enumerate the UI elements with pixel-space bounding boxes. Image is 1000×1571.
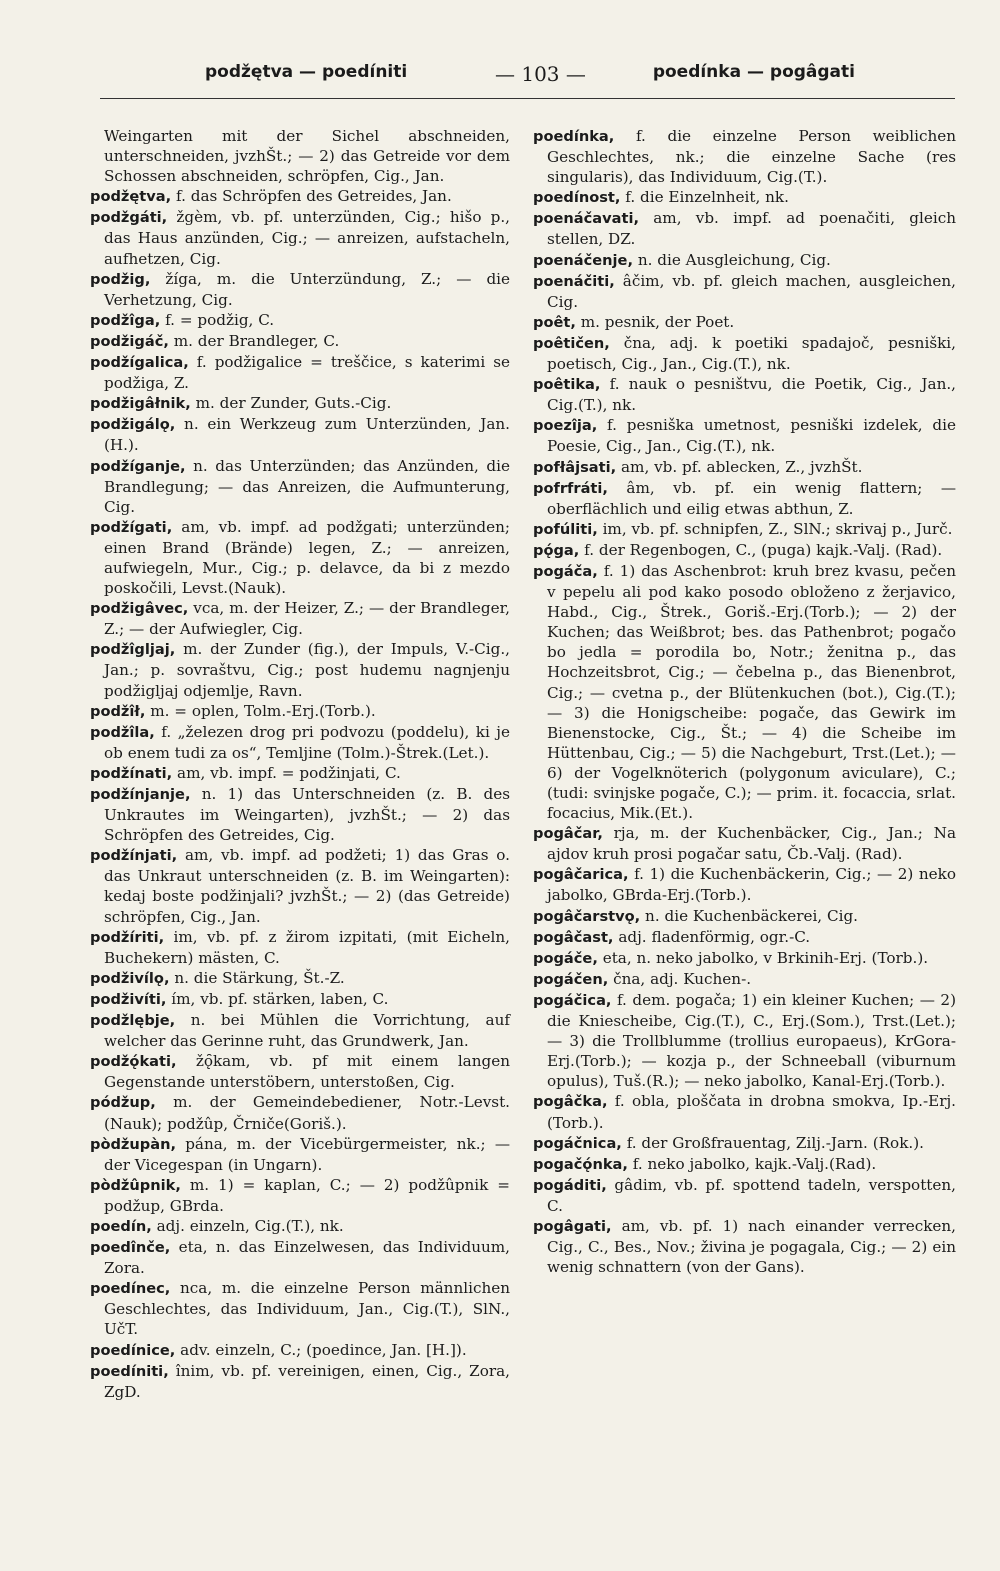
dictionary-entry (533, 374, 956, 415)
dictionary-entry (533, 1133, 956, 1154)
right-column (533, 126, 956, 1277)
entry-definition: žgèm, vb. pf. unterzünden, Cig.; hišo p., das Haus anzünden, Cig.; — anreizen, aufstacheln, aufhetzen, Cig. (104, 208, 511, 268)
header-rule (100, 98, 955, 99)
entry-headword: pogáčica, (533, 991, 612, 1009)
entry-definition: înim, vb. pf. vereinigen, einen, Cig., Zora, ZgD. (104, 1361, 511, 1401)
entry-definition: f. 1) das Aschenbrot: kruh brez kvasu, pečen v pepelu ali pod kako posodo obloženo z žerjavico, Habd., Cig., Štrek., Goriš.-Erj.(Torb.); — 2) der Kuchen; das Weißbrot; bes. das Pathenbrot; pogačo bo jedla = porodila bo, Notr.; ženitna p., das Hochzeitsbrot, Cig.; — čebelna p., das Bienenbrot, Cig.; — cvetna p., der Blütenkuchen (bot.), Cig.(T.); — 3) die Honigscheibe: pogače, das Gewirk im Bienenstocke, Cig., Št.; — 4) die Scheibe im Hüttenbau, Cig.; — 5) die Nachgeburt, Trst.(Let.); — 6) der Vogelknöterich (polygonum aviculare), C.; (tudi: svinjske pogače, C.); — prim. it. focaccia, srlat. focacius, Mik.(Et.). (547, 561, 956, 823)
entry-definition: m. = oplen, Tolm.-Erj.(Torb.). (150, 701, 376, 720)
dictionary-entry (90, 1216, 510, 1237)
dictionary-entry (90, 331, 510, 352)
dictionary-entry (90, 1237, 510, 1278)
entry-headword: podžínjanje, (90, 786, 191, 803)
dictionary-entry (90, 1092, 510, 1133)
entry-headword: podžîla, (90, 723, 155, 741)
entry-definition: čna, adj. Kuchen-. (613, 969, 752, 988)
entry-headword: podžíganje, (90, 457, 186, 475)
entry-headword: podžíriti, (90, 928, 165, 946)
dictionary-entry (533, 1175, 956, 1216)
entry-headword: poedín, (90, 1217, 152, 1235)
entry-definition: n. ein Werkzeug zum Unterzünden, Jan.(H.). (104, 415, 510, 455)
entry-headword: podžig, (90, 270, 151, 288)
entry-definition: n. 1) das Unterschneiden (z. B. des Unkrautes im Weingarten), jvzhŠt.; — 2) das Schröpfen des Getreides, Cig. (104, 785, 510, 845)
dictionary-entry (533, 969, 956, 990)
entry-definition: n. das Unterzünden; das Anzünden, die Brandlegung; — das Anreizen, die Aufmunterung, Cig. (104, 456, 511, 516)
dictionary-entry (90, 186, 510, 207)
entry-headword: pogačǫ́nka, (533, 1155, 628, 1173)
dictionary-entry (90, 1010, 510, 1051)
entry-definition: m. der Brandleger, C. (173, 331, 340, 350)
entry-definition: f. pesniška umetnost, pesniški izdelek, die Poesie, Cig., Jan., Cig.(T.), nk. (547, 416, 956, 456)
entry-definition: m. pesnik, der Poet. (580, 312, 735, 331)
dictionary-entry (533, 208, 956, 249)
dictionary-entry (533, 990, 956, 1091)
entry-headword: pòdžûpnik, (90, 1176, 181, 1194)
dictionary-entry (533, 1091, 956, 1132)
dictionary-entry (90, 517, 510, 598)
entry-headword: podžîgljaj, (90, 641, 176, 659)
entry-definition: am, vb. pf. 1) nach einander verrecken, Cig., C., Bes., Nov.; živina je pogagala, Cig.; — 2) ein wenig schnattern (von der Gans). (547, 1216, 956, 1277)
entry-headword: pogáče, (533, 949, 598, 967)
entry-headword: pogáča, (533, 562, 598, 580)
entry-definition: f. die einzelne Person weiblichen Geschlechtes, nk.; die einzelne Sache (res singularis), das Individuum, Cig.(T.). (547, 127, 956, 187)
dictionary-entry (533, 519, 956, 540)
entry-headword: pogáčen, (533, 970, 609, 988)
dictionary-entry (533, 561, 956, 823)
entry-definition: f. der Großfrauentag, Zilj.-Jarn. (Rok.). (626, 1133, 924, 1152)
entry-headword: poêt, (533, 313, 576, 331)
entry-definition: adv. einzeln, C.; (poedince, Jan. [H.]). (180, 1340, 467, 1359)
dictionary-entry (90, 968, 510, 989)
header-right-guide-words: poedínka — pogâgati (652, 62, 855, 82)
entry-headword: podžígalica, (90, 354, 189, 372)
dictionary-entry (90, 598, 510, 639)
entry-headword: pofłâjsati, (533, 458, 617, 476)
entry-definition: am, vb. impf. = podžinjati, C. (177, 763, 401, 782)
entry-headword: podžlębje, (90, 1012, 176, 1030)
entry-headword: poêtičen, (533, 334, 610, 352)
entry-headword: poedínka, (533, 128, 615, 145)
entry-definition: f. podžigalice = treščice, s katerimi se podžiga, Z. (104, 353, 511, 393)
entry-definition: nca, m. die einzelne Person männlichen Geschlechtes, das Individuum, Jan., Cig.(T.), SlN., UčT. (104, 1279, 511, 1339)
entry-headword: podžínati, (90, 764, 173, 782)
entry-definition: žǫ̑kam, vb. pf mit einem langen Gegenstande unterstöbern, unterstoßen, Cig. (104, 1052, 511, 1092)
dictionary-entry (533, 906, 956, 927)
entry-headword: podžínjati, (90, 847, 178, 865)
entry-definition: čna, adj. k poetiki spadajoč, pesniški, poetisch, Cig., Jan., Cig.(T.), nk. (547, 333, 956, 374)
dictionary-entry (90, 845, 510, 926)
dictionary-entry (90, 1051, 510, 1092)
dictionary-entry (533, 312, 956, 333)
entry-definition: im, vb. pf. z žirom izpitati, (mit Eicheln, Buchekern) mästen, C. (104, 927, 510, 967)
entry-definition: n. die Stärkung, Št.-Z. (174, 968, 345, 987)
dictionary-entry (533, 823, 956, 864)
entry-definition: âm, vb. pf. ein wenig flattern; — oberflächlich und eilig etwas abthun, Z. (547, 478, 957, 518)
dictionary-entry (90, 639, 510, 700)
entry-headword: poedínice, (90, 1341, 176, 1359)
dictionary-entry (90, 414, 510, 455)
entry-definition: pána, m. der Vicebürgermeister, nk.; — der Vicegespan (in Ungarn). (104, 1134, 511, 1174)
entry-headword: podžigâłnik, (90, 395, 191, 413)
entry-headword: podživílǫ, (90, 969, 170, 987)
entry-definition: m. der Gemeindebediener, Notr.-Levst. (Nauk); podžûp, Črniče(Goriš.). (104, 1093, 511, 1133)
entry-headword: poenáčavati, (533, 210, 639, 228)
dictionary-entry (90, 722, 510, 763)
dictionary-entry (90, 784, 510, 845)
dictionary-entry (533, 187, 956, 208)
dictionary-entry (90, 352, 510, 393)
entry-definition: am, vb. impf. ad podžgati; unterzünden; einen Brand (Brände) legen, Z.; — anreizen, aufwiegeln, Mur., Cig.; p. delavce, da bi z mezdo poskočili, Levst.(Nauk). (104, 517, 511, 598)
entry-definition: žíga, m. die Unterzündung, Z.; — die Verhetzung, Cig. (104, 269, 511, 309)
entry-headword: pódžup, (90, 1094, 156, 1112)
entry-headword: poezîja, (533, 417, 598, 435)
entry-definition: f. die Einzelnheit, nk. (625, 188, 789, 207)
entry-headword: pogáditi, (533, 1176, 607, 1194)
dictionary-entry (533, 540, 956, 561)
entry-definition: ím, vb. pf. stärken, laben, C. (171, 989, 389, 1008)
entry-definition: am, vb. pf. ablecken, Z., jvzhŠt. (620, 457, 863, 476)
entry-definition: n. die Ausgleichung, Cig. (637, 250, 831, 269)
entry-definition: m. der Zunder, Guts.-Cig. (195, 394, 392, 413)
entry-headword: pogáčnica, (533, 1134, 622, 1152)
entry-headword: podžígati, (90, 518, 173, 536)
entry-definition: âčim, vb. pf. gleich machen, ausgleichen, Cig. (547, 271, 956, 311)
entry-headword: poedínec, (90, 1280, 171, 1298)
dictionary-entry (90, 1175, 510, 1216)
entry-headword: pogâgati, (533, 1217, 612, 1235)
entry-definition: n. bei Mühlen die Vorrichtung, auf welcher das Gerinne ruht, das Grundwerk, Jan. (104, 1011, 510, 1051)
entry-definition: eta, n. neko jabolko, v Brkinih-Erj. (Torb.). (602, 948, 929, 967)
dictionary-entry (90, 701, 510, 722)
entry-definition: gâdim, vb. pf. spottend tadeln, verspotten, C. (547, 1175, 956, 1215)
entry-headword: pogâčarstvǫ, (533, 907, 641, 925)
entry-headword: podžîł, (90, 702, 146, 720)
entry-definition: adj. einzeln, Cig.(T.), nk. (156, 1216, 344, 1235)
entry-headword: podživíti, (90, 990, 167, 1008)
entry-definition: f. = podžig, C. (165, 310, 275, 329)
entry-definition: f. der Regenbogen, C., (puga) kajk.-Valj. (Rad). (584, 540, 943, 559)
dictionary-entry (533, 948, 956, 969)
dictionary-entry (90, 269, 510, 310)
header-left-guide-words: podžętva — poedíniti (205, 62, 408, 82)
entry-headword: podžîga, (90, 311, 161, 329)
dictionary-entry (90, 393, 510, 414)
entry-headword: pogâčka, (533, 1093, 608, 1111)
dictionary-entry (533, 927, 956, 948)
dictionary-entry (533, 1154, 956, 1175)
entry-headword: podžigáč, (90, 332, 169, 350)
dictionary-entry (533, 333, 956, 374)
dictionary-entry (90, 456, 510, 517)
entry-headword: poedînče, (90, 1239, 171, 1257)
entry-headword: pǫ́ga, (533, 541, 580, 559)
entry-definition: m. der Zunder (fig.), der Impuls, V.-Cig., Jan.; p. sovraštvu, Cig.; post hudemu nagnjenju podžigljaj odjemlje, Ravn. (104, 640, 511, 700)
left-column (90, 126, 510, 1402)
entry-definition: f. 1) die Kuchenbäckerin, Cig.; — 2) neko jabolko, GBrda-Erj.(Torb.). (547, 865, 956, 905)
entry-definition: vca, m. der Heizer, Z.; — der Brandleger, Z.; — der Aufwiegler, Cig. (104, 599, 510, 639)
entry-headword: pogâčar, (533, 825, 603, 843)
entry-headword: podžętva, (90, 188, 172, 206)
entry-definition: im, vb. pf. schnipfen, Z., SlN.; skrivaj p., Jurč. (602, 519, 953, 538)
page-number: — 103 — (495, 62, 586, 86)
running-header (100, 62, 955, 100)
entry-headword: poedínost, (533, 189, 621, 207)
dictionary-entry (533, 126, 956, 187)
dictionary-entry (90, 207, 510, 268)
entry-headword: pòdžupàn, (90, 1135, 177, 1153)
dictionary-entry (533, 271, 956, 312)
entry-definition: adj. fladenförmig, ogr.-C. (618, 927, 811, 946)
entry-headword: poedíniti, (90, 1362, 169, 1380)
dictionary-entry (90, 1361, 510, 1402)
entry-headword: pogâčarica, (533, 866, 629, 884)
entry-headword: pogâčast, (533, 928, 614, 946)
entry-definition: eta, n. das Einzelwesen, das Individuum, Zora. (104, 1238, 511, 1278)
dictionary-entry (90, 1340, 510, 1361)
entry-headword: podžigálǫ, (90, 416, 176, 434)
entry-definition: rja, m. der Kuchenbäcker, Cig., Jan.; Na ajdov kruh prosi pogačar satu, Čb.-Valj. (Rad). (547, 824, 957, 864)
entry-definition: m. 1) = kaplan, C.; — 2) podžûpnik = podžup, GBrda. (104, 1175, 511, 1215)
entry-headword: pofrfráti, (533, 479, 608, 497)
dictionary-entry (90, 763, 510, 784)
entry-definition: f. nauk o pesništvu, die Poetik, Cig., Jan., Cig.(T.), nk. (547, 375, 957, 415)
dictionary-entry (90, 1278, 510, 1339)
entry-definition: f. obla, ploščata in drobna smokva, Ip.-Erj.(Torb.). (547, 1092, 956, 1132)
entry-headword: poenáčenje, (533, 251, 633, 269)
entry-headword: podžǫ́kati, (90, 1053, 177, 1071)
entry-headword: podžigâvec, (90, 600, 189, 618)
entry-definition: f. neko jabolko, kajk.-Valj.(Rad). (632, 1154, 877, 1173)
dictionary-entry (533, 415, 956, 456)
dictionary-entry (533, 250, 956, 271)
entry-headword: pofúliti, (533, 520, 598, 538)
dictionary-entry (90, 927, 510, 968)
entry-headword: podžgáti, (90, 209, 168, 227)
dictionary-entry (533, 864, 956, 905)
entry-definition: n. die Kuchenbäckerei, Cig. (645, 906, 858, 925)
entry-definition: Weingarten mit der Sichel abschneiden, unterschneiden, jvzhŠt.; — 2) das Getreide vor dem Schossen abschneiden, schröpfen, Cig., Jan. (104, 127, 510, 186)
dictionary-entry (90, 310, 510, 331)
entry-definition: am, vb. impf. ad poenačiti, gleich stellen, DZ. (547, 209, 956, 249)
entry-headword: poêtika, (533, 376, 601, 394)
dictionary-entry (533, 457, 956, 478)
entry-definition: f. das Schröpfen des Getreides, Jan. (176, 187, 452, 206)
dictionary-entry (533, 478, 956, 519)
entry-definition: f. dem. pogača; 1) ein kleiner Kuchen; — 2) die Kniescheibe, Cig.(T.), C., Erj.(Som.), Trst.(Let.); — 3) die Trollblumme (trollius europaeus), KrGora-Erj.(Torb.); — kozja p., der Schneeball (viburnum opulus), Tuš.(R.); — neko jabolko, Kanal-Erj.(Torb.). (547, 990, 956, 1091)
dictionary-entry (533, 1216, 956, 1277)
dictionary-entry (90, 126, 510, 186)
entry-definition: am, vb. impf. ad podžeti; 1) das Gras o. das Unkraut unterschneiden (z. B. im Weingarten): kedaj boste podžinjali? jvzhŠt.; — 2) (das Getreide) schröpfen, Cig., Jan. (104, 846, 510, 926)
dictionary-entry (90, 1134, 510, 1175)
dictionary-entry (90, 989, 510, 1010)
entry-definition: f. „železen drog pri podvozu (poddelu), ki je ob enem tudi za os“, Temljine (Tolm.)-Štrek.(Let.). (104, 722, 510, 762)
entry-headword: poenáčiti, (533, 272, 615, 290)
